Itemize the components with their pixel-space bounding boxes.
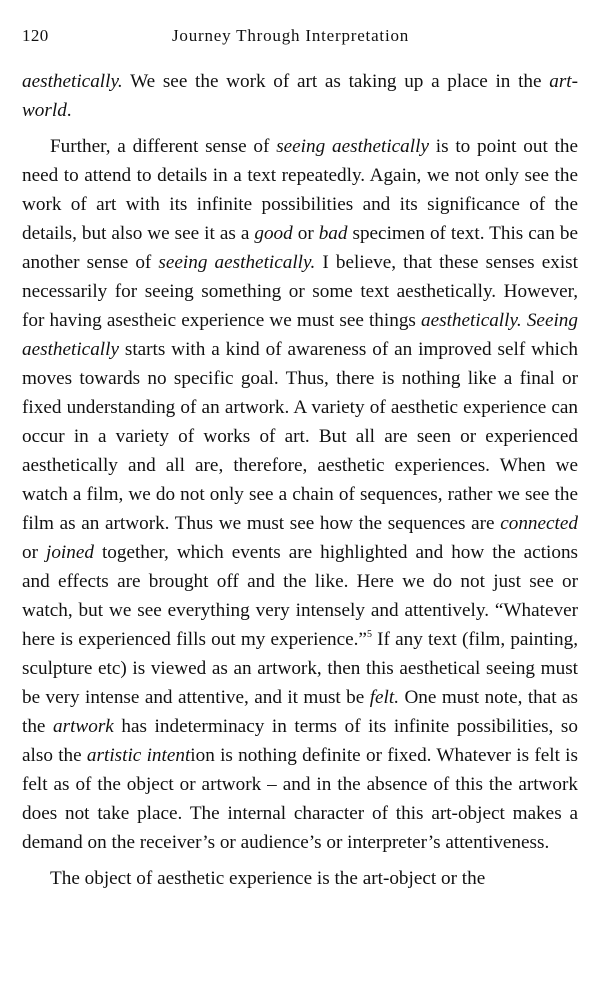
italic-text: artistic intent [86, 745, 191, 766]
italic-text: aesthetically. Seeing aesthetically [22, 310, 578, 360]
page-header [22, 26, 578, 54]
italic-text: artwork [53, 716, 114, 737]
paragraph [22, 67, 578, 125]
body-text [22, 67, 578, 893]
text-run: specimen of text. This can be another sense of [22, 223, 578, 273]
text-run: If any text (film, painting, sculpture etc) is viewed as an artwork, then this aesthetical seeing must be very intense and attentive, and it must be [22, 629, 578, 708]
text-run: starts with a kind of awareness of an improved self which moves towards no specific goal. Thus, there is nothing like a final or fixed understanding of an artwork. A variety of aesthetic experience can occur in a variety of works of art. But all are seen or experienced aesthetically and all are, therefore, aesthetic experiences. When we watch a film, we do not only see a chain of sequences, rather we see the film as an artwork. Thus we must see how the sequences are [22, 339, 578, 534]
italic-text: felt. [369, 687, 400, 708]
footnote-ref: 5 [366, 629, 372, 640]
text-run: The object of aesthetic experience is the art-object or the [50, 868, 486, 889]
italic-text: art-world [22, 71, 578, 121]
running-title: Journey Through Interpretation [172, 26, 410, 45]
text-run: I believe, that these senses exist necessarily for seeing something or some text aesthetically. However, for having asestheic experience we must see things [22, 252, 578, 331]
italic-text: connected [500, 513, 578, 534]
italic-text: aesthetically. [22, 71, 123, 92]
text-run: together, which events are highlighted and how the actions and effects are brought off and the like. Here we do not just see or watch, but we see everything very intensely and attentively. “Whatever here is experienced fills out my experience.” [22, 542, 579, 650]
text-run: is to point out the need to attend to details in a text repeatedly. Again, we not only see the work of art with its infinite possibilities and its significance of the details, but also we see it as a [22, 136, 578, 244]
text-run: or [292, 223, 319, 244]
text-run: One must note, that as the [22, 687, 578, 737]
italic-text: seeing aesthetically. [158, 252, 316, 273]
text-run: has indeterminacy in terms of its infinite possibilities, so also the [22, 716, 578, 766]
italic-text: good [254, 223, 293, 244]
italic-text: seeing aesthetically [276, 136, 429, 157]
text-run: or [22, 542, 46, 563]
text-run: . [66, 100, 72, 121]
italic-text: joined [45, 542, 94, 563]
text-run: ion is nothing definite or fixed. Whatever is felt is felt as of the object or artwork – and in the absence of this the artwork does not take place. The internal character of this art-object makes a demand on the receiver’s or audience’s or interpreter’s attentiveness. [22, 745, 578, 853]
page-number: 120 [22, 26, 49, 45]
text-run: We see the work of art as taking up a place in the [122, 71, 550, 92]
paragraph [22, 132, 578, 857]
paragraph [22, 864, 578, 893]
text-run: Further, a different sense of [50, 136, 277, 157]
italic-text: bad [318, 223, 348, 244]
